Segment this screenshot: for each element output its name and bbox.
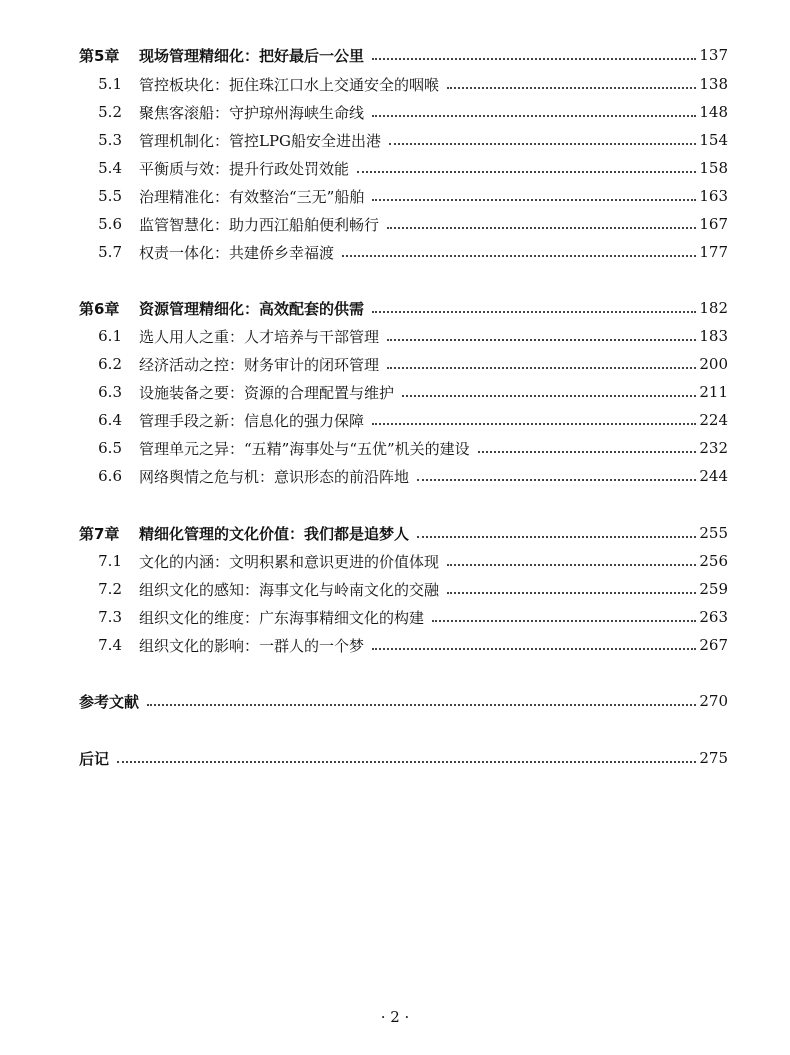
toc-chapter-row [0,41,790,69]
toc-entry-title: 现场管理精细化：把好最后一公里 [139,46,365,65]
toc-section-row [0,322,790,350]
toc-entry-title: 组织文化的感知：海事文化与岭南文化的交融 [139,580,440,599]
dot-leader [117,759,696,763]
toc-entry-number: 7.2 [98,580,122,598]
toc-entry-page: 167 [699,215,728,233]
toc-section-row [0,406,790,434]
toc-section-row [0,126,790,154]
toc-entry-number: 6.3 [98,383,122,401]
dot-leader [447,562,696,566]
dot-leader [372,113,696,117]
toc-entry-number: 7.3 [98,608,122,626]
toc-entry-page: 163 [699,187,728,205]
toc-backmatter-row [0,687,790,715]
dot-leader [357,169,696,173]
toc-entry-number: 5.4 [98,159,122,177]
dot-leader [387,365,696,369]
toc-entry-page: 177 [699,243,728,261]
toc-entry-title: 管控板块化：扼住珠江口水上交通安全的咽喉 [139,75,440,94]
toc-entry-title: 平衡质与效：提升行政处罚效能 [139,159,350,178]
dot-leader [372,646,696,650]
toc-entry-page: 255 [699,524,728,542]
toc-section-row [0,210,790,238]
toc-entry-number: 第5章 [79,46,120,65]
toc-entry-number: 6.4 [98,411,122,429]
toc-entry-title: 管理机制化：管控LPG船安全进出港 [139,131,382,150]
toc-entry-page: 211 [699,383,728,401]
toc-entry-title: 精细化管理的文化价值：我们都是追梦人 [139,524,410,543]
toc-entry-number: 7.4 [98,636,122,654]
toc-entry-number: 6.6 [98,467,122,485]
toc-entry-title: 资源管理精细化：高效配套的供需 [139,299,365,318]
toc-entry-page: 148 [699,103,728,121]
toc-chapter-row [0,519,790,547]
toc-section-row [0,238,790,266]
toc-entry-title: 参考文献 [79,692,140,711]
dot-leader [402,393,696,397]
dot-leader [372,309,696,313]
toc-section-row [0,631,790,659]
dot-leader [389,141,696,145]
dot-leader [417,477,696,481]
toc-entry-number: 7.1 [98,552,122,570]
dot-leader [417,534,696,538]
toc-entry-page: 137 [699,46,728,64]
toc-entry-page: 232 [699,439,728,457]
toc-section-row [0,182,790,210]
toc-entry-title: 文化的内涵：文明积累和意识更进的价值体现 [139,552,440,571]
toc-section-row [0,378,790,406]
toc-entry-number: 5.5 [98,187,122,205]
toc-section-row [0,434,790,462]
toc-entry-number: 第6章 [79,299,120,318]
toc-entry-page: 154 [699,131,728,149]
dot-leader [387,337,696,341]
toc-entry-title: 后记 [79,749,110,768]
toc-entry-title: 选人用人之重：人才培养与干部管理 [139,327,380,346]
toc-entry-number: 5.7 [98,243,122,261]
toc-entry-page: 200 [699,355,728,373]
toc-entry-title: 治理精准化：有效整治“三无”船舶 [139,187,365,206]
toc-entry-title: 设施装备之要：资源的合理配置与维护 [139,383,395,402]
toc-entry-page: 275 [699,749,728,767]
toc-entry-title: 经济活动之控：财务审计的闭环管理 [139,355,380,374]
toc-section-row [0,603,790,631]
dot-leader [147,702,696,706]
toc-section-row [0,70,790,98]
dot-leader [342,253,696,257]
dot-leader [447,590,696,594]
toc-entry-page: 183 [699,327,728,345]
toc-entry-title: 网络舆情之危与机：意识形态的前沿阵地 [139,467,410,486]
toc-entry-number: 5.3 [98,131,122,149]
toc-entry-page: 158 [699,159,728,177]
dot-leader [447,85,696,89]
toc-entry-page: 244 [699,467,728,485]
toc-entry-number: 6.5 [98,439,122,457]
toc-entry-page: 267 [699,636,728,654]
toc-entry-page: 259 [699,580,728,598]
toc-entry-title: 权责一体化：共建侨乡幸福渡 [139,243,335,262]
toc-entry-title: 管理手段之新：信息化的强力保障 [139,411,365,430]
dot-leader [387,225,696,229]
toc-entry-page: 263 [699,608,728,626]
toc-entry-page: 224 [699,411,728,429]
toc-entry-page: 270 [699,692,728,710]
toc-section-row [0,462,790,490]
toc-entry-title: 组织文化的影响：一群人的一个梦 [139,636,365,655]
toc-chapter-row [0,294,790,322]
toc-entry-number: 第7章 [79,524,120,543]
toc-section-row [0,98,790,126]
toc-entry-number: 6.2 [98,355,122,373]
toc-entry-page: 182 [699,299,728,317]
toc-section-row [0,547,790,575]
toc-entry-page: 138 [699,75,728,93]
dot-leader [478,449,696,453]
toc-entry-title: 管理单元之异：“五精”海事处与“五优”机关的建设 [139,439,470,458]
dot-leader [372,56,696,60]
toc-entry-page: 256 [699,552,728,570]
toc-entry-number: 5.1 [98,75,122,93]
toc-section-row [0,350,790,378]
toc-entry-title: 组织文化的维度：广东海事精细文化的构建 [139,608,425,627]
toc-section-row [0,575,790,603]
toc-entry-number: 6.1 [98,327,122,345]
dot-leader [372,421,696,425]
toc-entry-title: 聚焦客滚船：守护琼州海峡生命线 [139,103,365,122]
toc-section-row [0,154,790,182]
dot-leader [432,618,696,622]
toc-entry-number: 5.2 [98,103,122,121]
dot-leader [372,197,696,201]
toc-backmatter-row [0,744,790,772]
page-number: · 2 · [380,1008,410,1026]
toc-entry-number: 5.6 [98,215,122,233]
toc-entry-title: 监管智慧化：助力西江船舶便利畅行 [139,215,380,234]
